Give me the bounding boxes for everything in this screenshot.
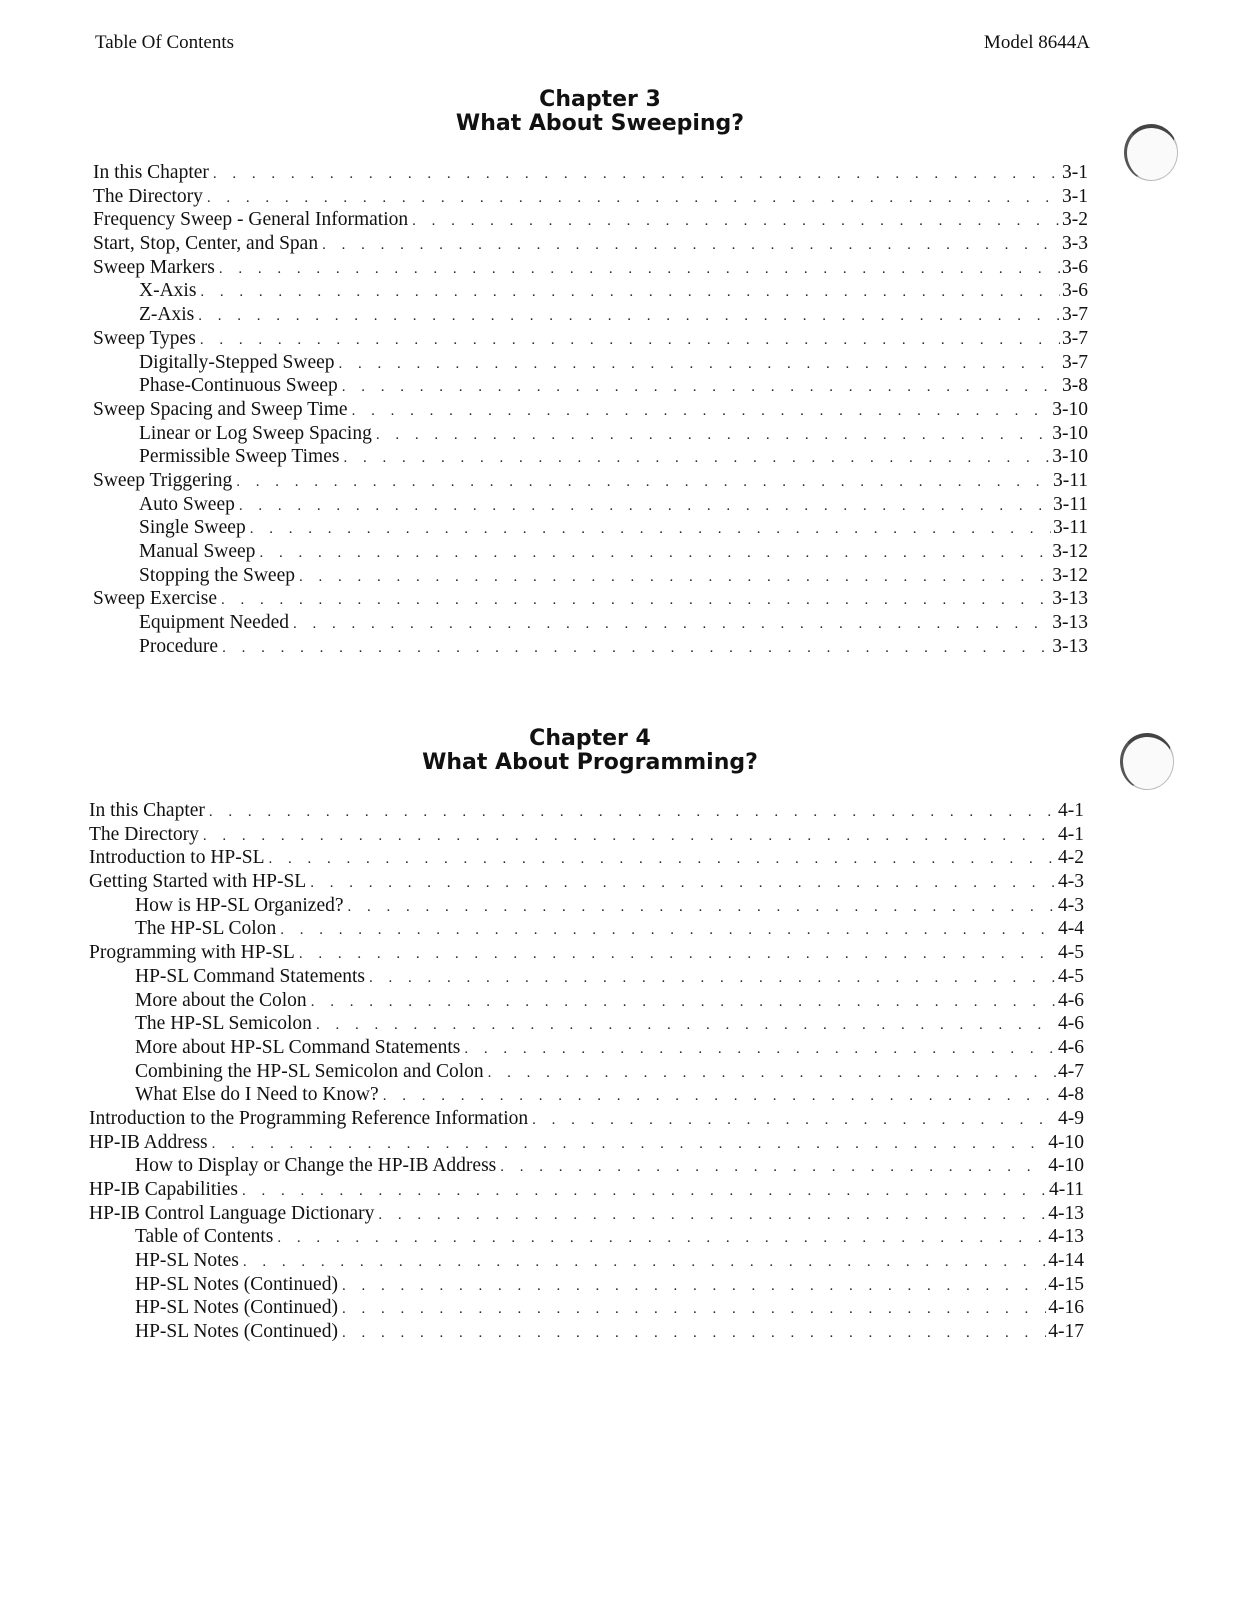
dot-leader xyxy=(412,213,1060,230)
toc-entry-page: 3-6 xyxy=(1062,256,1088,278)
toc-entry-title: Sweep Spacing and Sweep Time xyxy=(93,398,348,420)
toc-entry xyxy=(93,209,1088,233)
toc-entry-page: 4-11 xyxy=(1048,1179,1084,1200)
toc-entry xyxy=(89,1013,1084,1037)
toc-entry-title: What Else do I Need to Know? xyxy=(135,1084,379,1106)
toc-entry xyxy=(89,1297,1084,1321)
toc-entry-title: HP-SL Command Statements xyxy=(135,965,366,987)
toc-entry-page: 4-5 xyxy=(1058,965,1084,987)
toc-entry xyxy=(93,328,1088,352)
toc-entry xyxy=(89,966,1084,990)
toc-entry-title: Digitally-Stepped Sweep xyxy=(139,351,335,373)
toc-entry xyxy=(89,1203,1084,1227)
toc-entry-title: The HP-SL Colon xyxy=(135,918,277,940)
dot-leader xyxy=(352,403,1051,420)
binder-hole-mark xyxy=(1120,733,1174,790)
toc-entry-title: Sweep Triggering xyxy=(93,469,233,491)
toc-entry-page: 4-15 xyxy=(1048,1273,1084,1295)
chapter-4-title: What About Programming? xyxy=(422,750,758,775)
toc-entry xyxy=(93,612,1088,636)
toc-entry xyxy=(89,990,1084,1014)
toc-entry xyxy=(89,918,1084,942)
toc-entry xyxy=(89,1061,1084,1085)
toc-entry-page: 4-3 xyxy=(1058,871,1084,893)
chapter-3-heading xyxy=(0,88,1200,136)
toc-entry-page: 4-5 xyxy=(1058,942,1084,964)
toc-entry xyxy=(93,399,1088,423)
toc-entry-title: How is HP-SL Organized? xyxy=(135,894,344,916)
toc-entry-page: 3-10 xyxy=(1052,398,1088,420)
toc-entry xyxy=(89,1155,1084,1179)
chapter-4-heading xyxy=(0,727,1180,775)
toc-entry xyxy=(89,1274,1084,1298)
dot-leader xyxy=(219,261,1060,278)
toc-entry-title: More about HP-SL Command Statements xyxy=(135,1036,461,1058)
toc-entry-page: 3-3 xyxy=(1062,233,1088,255)
toc-entry-title: HP-SL Notes (Continued) xyxy=(135,1321,338,1343)
toc-entry xyxy=(89,1250,1084,1274)
toc-entry-page: 3-7 xyxy=(1062,304,1088,326)
toc-entry-page: 4-9 xyxy=(1058,1107,1084,1129)
toc-entry-page: 4-3 xyxy=(1058,894,1084,916)
toc-entry xyxy=(89,1321,1084,1345)
dot-leader xyxy=(209,804,1056,821)
toc-entry-page: 4-2 xyxy=(1058,847,1084,869)
toc-entry-page: 4-16 xyxy=(1048,1297,1084,1319)
dot-leader xyxy=(310,875,1056,892)
toc-entry-page: 4-6 xyxy=(1058,989,1084,1011)
toc-entry xyxy=(93,257,1088,281)
chapter-3-title: What About Sweeping? xyxy=(455,111,745,136)
dot-leader xyxy=(343,450,1050,467)
dot-leader xyxy=(488,1065,1056,1082)
toc-entry-page: 3-13 xyxy=(1052,635,1088,657)
toc-entry-title: Auto Sweep xyxy=(139,493,235,515)
dot-leader xyxy=(339,356,1060,373)
toc-entry-page: 3-10 xyxy=(1052,422,1088,444)
toc-entry-page: 3-11 xyxy=(1052,469,1088,491)
toc-entry xyxy=(89,1084,1084,1108)
toc-entry-page: 3-11 xyxy=(1052,517,1088,539)
dot-leader xyxy=(378,1207,1046,1224)
toc-entry-title: Stopping the Sweep xyxy=(139,564,295,586)
toc-entry-title: HP-IB Address xyxy=(89,1131,208,1153)
dot-leader xyxy=(299,569,1050,586)
dot-leader xyxy=(322,237,1060,254)
toc-entry xyxy=(93,162,1088,186)
toc-entry xyxy=(93,280,1088,304)
toc-entry-title: Procedure xyxy=(139,635,219,657)
chapter-3-number: Chapter 3 xyxy=(539,87,661,112)
toc-entry-title: In this Chapter xyxy=(89,800,205,821)
toc-entry-title: HP-SL Notes (Continued) xyxy=(135,1273,338,1295)
toc-entry-title: Sweep Exercise xyxy=(93,588,217,610)
toc-entry xyxy=(93,636,1088,660)
toc-entry-page: 3-13 xyxy=(1052,588,1088,610)
toc-entry-page: 4-6 xyxy=(1058,1036,1084,1058)
dot-leader xyxy=(200,332,1060,349)
toc-entry-title: Introduction to HP-SL xyxy=(89,847,265,869)
dot-leader xyxy=(200,284,1060,301)
toc-entry xyxy=(93,375,1088,399)
toc-entry-title: Sweep Markers xyxy=(93,256,215,278)
toc-entry-title: Z-Axis xyxy=(139,304,195,326)
toc-entry-title: Start, Stop, Center, and Span xyxy=(93,233,319,255)
toc-entry-page: 3-7 xyxy=(1062,327,1088,349)
toc-entry-page: 3-12 xyxy=(1052,564,1088,586)
toc-entry-title: Frequency Sweep - General Information xyxy=(93,209,409,231)
toc-entry-page: 4-6 xyxy=(1058,1013,1084,1035)
toc-entry xyxy=(93,517,1088,541)
toc-entry-title: Single Sweep xyxy=(139,517,246,539)
dot-leader xyxy=(221,592,1050,609)
toc-entry-title: HP-IB Capabilities xyxy=(89,1179,238,1200)
toc-entry xyxy=(93,541,1088,565)
toc-entry-page: 3-2 xyxy=(1062,209,1088,231)
dot-leader xyxy=(239,498,1051,515)
running-header-left: Table Of Contents xyxy=(95,32,235,53)
dot-leader xyxy=(222,640,1050,657)
toc-entry-page: 4-1 xyxy=(1058,800,1084,821)
toc-entry xyxy=(93,423,1088,447)
dot-leader xyxy=(250,521,1051,538)
toc-entry-title: Sweep Types xyxy=(93,327,196,349)
toc-entry-title: Programming with HP-SL xyxy=(89,942,295,964)
dot-leader xyxy=(280,922,1056,939)
toc-entry-title: In this Chapter xyxy=(93,162,209,183)
toc-entry-page: 4-7 xyxy=(1058,1060,1084,1082)
toc-entry-page: 4-10 xyxy=(1048,1131,1084,1153)
toc-entry xyxy=(93,304,1088,328)
toc-entry xyxy=(93,186,1088,210)
dot-leader xyxy=(342,1278,1046,1295)
dot-leader xyxy=(207,190,1060,207)
toc-entry-page: 3-7 xyxy=(1062,351,1088,373)
toc-entry-page: 3-13 xyxy=(1052,612,1088,634)
toc-entry-title: The HP-SL Semicolon xyxy=(135,1013,312,1035)
toc-entry xyxy=(89,824,1084,848)
dot-leader xyxy=(369,970,1056,987)
dot-leader xyxy=(500,1159,1046,1176)
dot-leader xyxy=(311,994,1056,1011)
toc-entry-title: Equipment Needed xyxy=(139,612,289,634)
toc-entry xyxy=(89,1132,1084,1156)
toc-entry xyxy=(93,233,1088,257)
toc-entry xyxy=(89,1226,1084,1250)
toc-entry-page: 3-10 xyxy=(1052,446,1088,468)
dot-leader xyxy=(316,1017,1056,1034)
toc-entry-title: X-Axis xyxy=(139,280,197,302)
toc-entry xyxy=(93,588,1088,612)
toc-entry-page: 3-6 xyxy=(1062,280,1088,302)
toc-entry xyxy=(89,800,1084,824)
chapter-4-number: Chapter 4 xyxy=(529,726,651,751)
toc-entry-title: Permissible Sweep Times xyxy=(139,446,340,468)
dot-leader xyxy=(299,946,1056,963)
dot-leader xyxy=(203,828,1056,845)
toc-entry xyxy=(89,1108,1084,1132)
toc-entry xyxy=(89,871,1084,895)
binder-hole-mark xyxy=(1124,124,1178,181)
toc-entry-title: Combining the HP-SL Semicolon and Colon xyxy=(135,1060,484,1082)
toc-entry xyxy=(89,895,1084,919)
toc-entry-page: 4-17 xyxy=(1048,1321,1084,1343)
dot-leader xyxy=(342,1325,1046,1342)
dot-leader xyxy=(259,545,1050,562)
toc-entry xyxy=(89,1037,1084,1061)
dot-leader xyxy=(342,1301,1046,1318)
dot-leader xyxy=(242,1183,1047,1200)
toc-entry xyxy=(93,352,1088,376)
toc-entry-page: 3-1 xyxy=(1062,162,1088,183)
toc-entry-page: 4-1 xyxy=(1058,823,1084,845)
dot-leader xyxy=(376,427,1050,444)
dot-leader xyxy=(464,1041,1056,1058)
dot-leader xyxy=(236,474,1051,491)
toc-entry-title: The Directory xyxy=(89,823,199,845)
toc-entry xyxy=(93,565,1088,589)
dot-leader xyxy=(532,1112,1056,1129)
chapter-3-toc xyxy=(93,162,1088,659)
dot-leader xyxy=(348,899,1056,916)
toc-entry xyxy=(93,446,1088,470)
toc-entry-title: Linear or Log Sweep Spacing xyxy=(139,422,372,444)
running-header-right: Model 8644A xyxy=(983,32,1090,53)
toc-entry-title: HP-IB Control Language Dictionary xyxy=(89,1202,375,1224)
toc-entry xyxy=(89,942,1084,966)
toc-entry xyxy=(93,470,1088,494)
chapter-4-toc xyxy=(89,800,1084,1345)
toc-entry-page: 3-8 xyxy=(1062,375,1088,397)
toc-entry-page: 4-14 xyxy=(1048,1250,1084,1272)
toc-entry-page: 3-12 xyxy=(1052,541,1088,562)
toc-entry-page: 3-1 xyxy=(1062,185,1088,207)
dot-leader xyxy=(277,1230,1046,1247)
toc-entry xyxy=(93,494,1088,518)
toc-entry-title: HP-SL Notes (Continued) xyxy=(135,1297,338,1319)
toc-entry-title: Table of Contents xyxy=(135,1226,274,1248)
toc-entry-page: 4-13 xyxy=(1048,1226,1084,1248)
toc-entry-title: Phase-Continuous Sweep xyxy=(139,375,338,397)
toc-entry-page: 4-13 xyxy=(1048,1202,1084,1224)
dot-leader xyxy=(293,616,1050,633)
toc-entry-title: Getting Started with HP-SL xyxy=(89,871,307,893)
toc-entry-title: Manual Sweep xyxy=(139,541,256,562)
toc-entry-page: 3-11 xyxy=(1052,493,1088,515)
toc-entry xyxy=(89,1179,1084,1203)
dot-leader xyxy=(269,851,1057,868)
toc-entry-title: Introduction to the Programming Reference Information xyxy=(89,1107,529,1129)
toc-entry-title: More about the Colon xyxy=(135,989,307,1011)
toc-entry-page: 4-10 xyxy=(1048,1155,1084,1177)
dot-leader xyxy=(342,379,1060,396)
toc-entry-title: The Directory xyxy=(93,185,203,207)
toc-entry-page: 4-4 xyxy=(1058,918,1084,940)
dot-leader xyxy=(212,1136,1047,1153)
dot-leader xyxy=(198,308,1060,325)
dot-leader xyxy=(213,166,1060,183)
toc-entry-page: 4-8 xyxy=(1058,1084,1084,1106)
toc-entry-title: How to Display or Change the HP-IB Address xyxy=(135,1155,497,1177)
dot-leader xyxy=(383,1088,1056,1105)
toc-entry xyxy=(89,847,1084,871)
toc-entry-title: HP-SL Notes xyxy=(135,1250,239,1272)
dot-leader xyxy=(243,1254,1046,1271)
